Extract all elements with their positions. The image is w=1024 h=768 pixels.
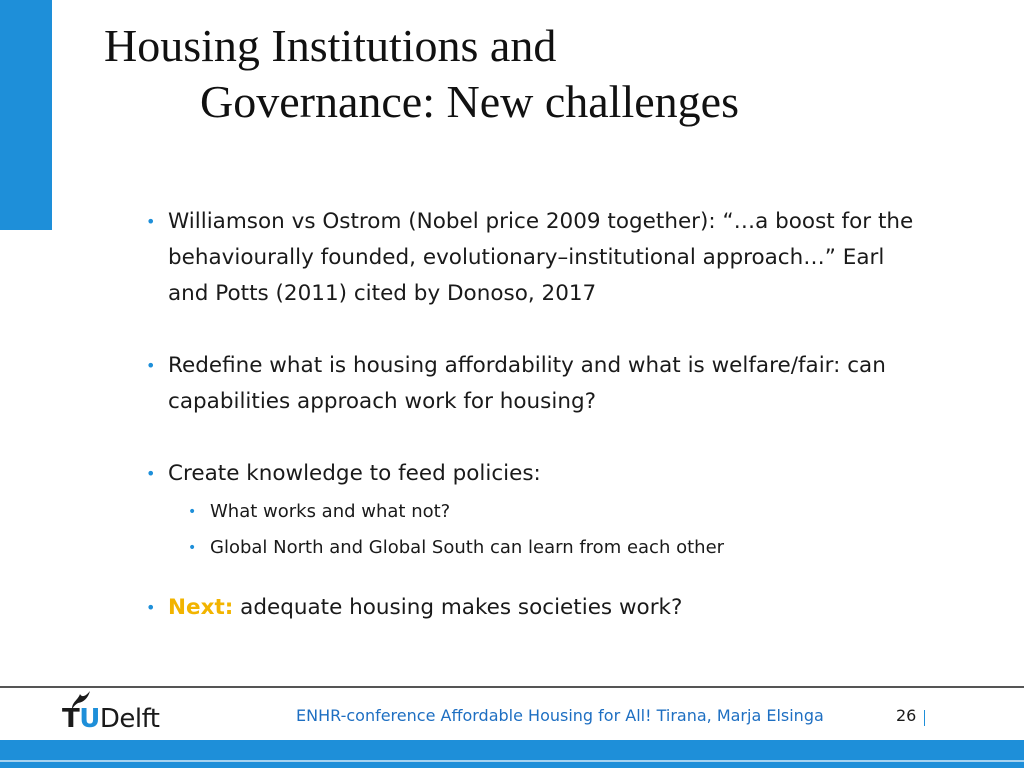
slide-title [104, 18, 984, 130]
tudelft-logo [62, 690, 172, 734]
bullet-next [146, 590, 976, 626]
bullet-text: Williamson vs Ostrom (Nobel price 2009 together): “…a boost for the [168, 209, 914, 234]
bullet-williamson [146, 204, 976, 312]
title-line-1: Housing Institutions and [104, 20, 557, 71]
page-number: 26 [896, 706, 917, 725]
sub-bullet-item: • What works and what not? [188, 494, 976, 530]
bullet-text: and Potts (2011) cited by Donoso, 2017 [168, 281, 597, 306]
bullet-text: Create knowledge to feed policies: [168, 461, 541, 486]
logo-u: U [79, 704, 100, 734]
bullet-gap [146, 312, 976, 348]
bullet-text: Redefine what is housing affordability and what is welfare/fair: can [168, 353, 886, 378]
sub-bullet-list [168, 494, 976, 566]
bullet-gap [146, 566, 976, 590]
bottom-stripe [0, 760, 1024, 762]
next-highlight: Next: [168, 595, 234, 620]
bullet-gap [146, 420, 976, 456]
bullet-list [146, 204, 976, 626]
bullet-text: adequate housing makes societies work? [233, 595, 683, 620]
sub-bullet-item: • Global North and Global South can learn from each other [188, 530, 976, 566]
bottom-band [0, 740, 1024, 768]
footer-divider [0, 686, 1024, 688]
logo-delft: Delft [99, 704, 160, 734]
bullet-redefine [146, 348, 976, 420]
accent-bar [0, 0, 52, 230]
logo-t: T [62, 704, 80, 734]
bullet-text: behaviourally founded, evolutionary–institutional approach…” Earl [168, 245, 885, 270]
page-number-separator [924, 710, 925, 726]
title-line-2: Governance: New challenges [200, 76, 739, 127]
bullet-knowledge [146, 456, 976, 566]
footer-caption: ENHR-conference Affordable Housing for All! Tirana, Marja Elsinga [296, 706, 824, 725]
logo-wordmark [62, 704, 160, 734]
bullet-text: capabilities approach work for housing? [168, 389, 597, 414]
